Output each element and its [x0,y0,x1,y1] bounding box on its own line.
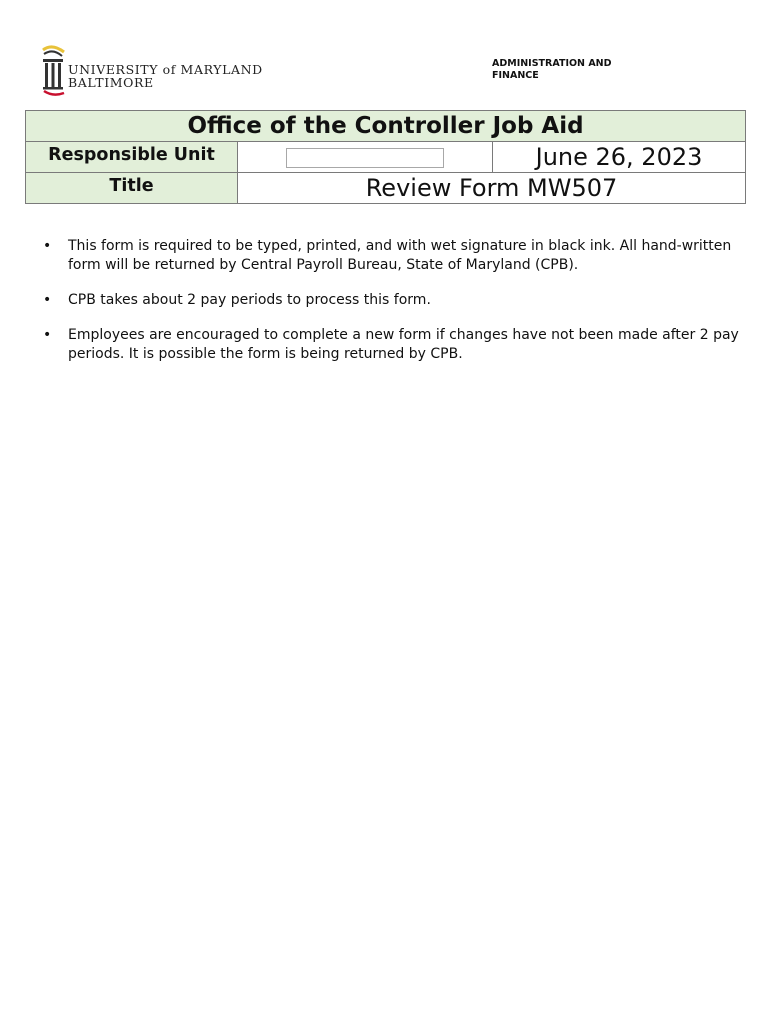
note-text: Employees are encouraged to complete a new form if changes have not been made after 2 pay periods. It is possible the form is being returned by CPB. [68,327,739,362]
list-item [38,326,750,364]
department-label: ADMINISTRATION AND FINANCE [492,58,612,81]
bullet-icon: • [43,292,52,308]
title-row [26,173,746,204]
list-item [38,291,750,310]
title-label: Title [26,173,238,204]
bullet-icon: • [43,327,52,343]
university-logo [40,44,263,98]
responsible-unit-cell [238,142,493,173]
note-text: This form is required to be typed, printed, and with wet signature in black ink. All hand-written form will be returned by Central Payroll Bureau, State of Maryland (CPB). [68,238,732,273]
column-emblem-icon [40,44,68,98]
form-title-value: Review Form MW507 [238,173,746,204]
note-text: CPB takes about 2 pay periods to process this form. [68,292,431,308]
logo-text-university: UNIVERSITY of MARYLAND [68,62,263,77]
responsible-unit-label: Responsible Unit [26,142,238,173]
notes-list [38,237,750,380]
responsible-unit-row [26,142,746,173]
logo-text-baltimore: BALTIMORE [68,75,154,90]
job-aid-title: Office of the Controller Job Aid [26,111,746,142]
date-value: June 26, 2023 [493,142,746,173]
responsible-unit-field[interactable] [286,148,444,168]
table-title-row [26,111,746,142]
job-aid-header-table [25,110,746,204]
list-item [38,237,750,275]
bullet-icon: • [43,238,52,254]
